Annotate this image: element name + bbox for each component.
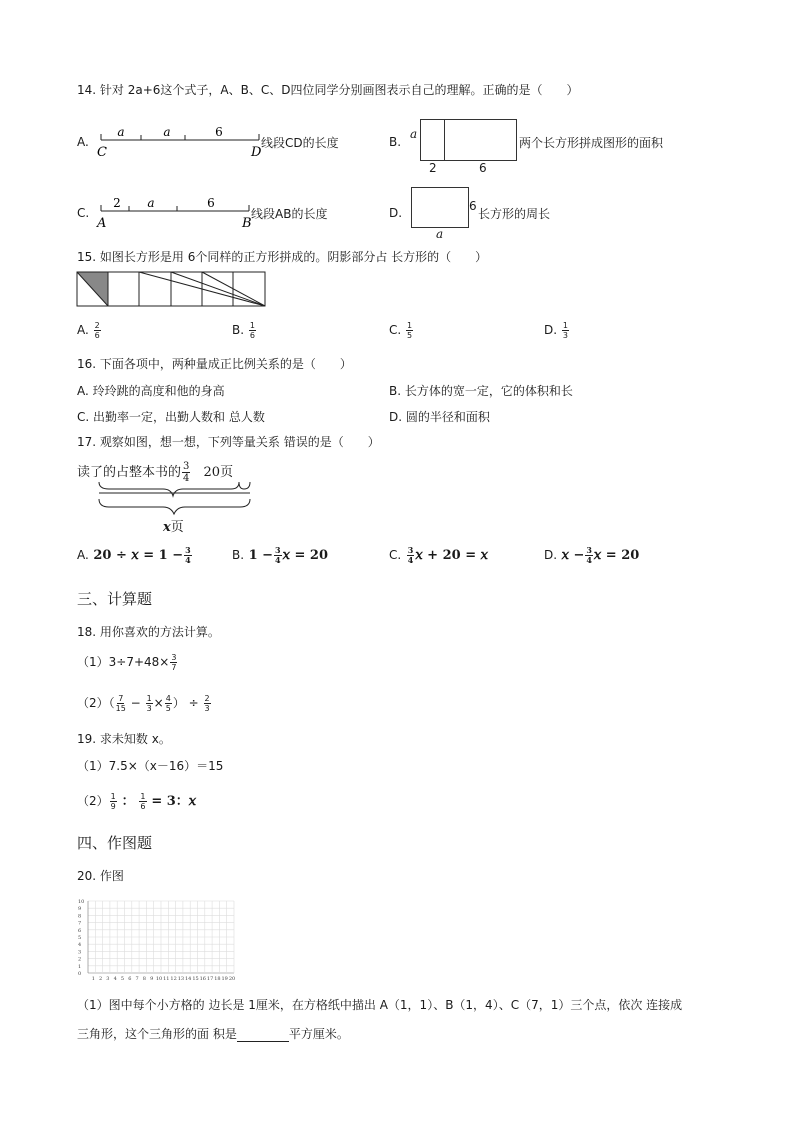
grid-x-tick: 7 [135, 976, 139, 982]
q17-figure-caption: 读了的占整本书的 $\frac{3}{4}$ 20页 [77, 461, 234, 484]
grid-y-tick: 0 [78, 971, 82, 977]
q15-option-c: C. $\frac{1}{5}$ [389, 321, 413, 340]
q15-option-d: D. $\frac{1}{3}$ [544, 321, 568, 340]
q14-d-height-6: 6 [469, 199, 477, 213]
q15-option-a: A. $\frac{2}{6}$ [77, 321, 100, 340]
grid-x-tick: 14 [185, 976, 192, 982]
section-4-heading: 四、作图题 [77, 834, 153, 852]
q14-b-side-a: a [410, 127, 418, 141]
q14-a-seg-a2: a [163, 125, 171, 139]
grid-x-tick: 2 [99, 976, 103, 982]
grid-x-tick: 10 [155, 976, 163, 982]
grid-x-tick: 15 [192, 976, 199, 982]
q17-option-b: B. 1 − $\frac{3}{4}$ 𝑥 = 20 [232, 545, 328, 565]
q19-stem: 19. 求未知数 x。 [77, 732, 171, 746]
q14-c-seg-a: a [147, 196, 155, 210]
grid-x-tick: 3 [106, 976, 110, 982]
grid-y-tick: 6 [78, 927, 82, 934]
grid-x-tick: 17 [206, 976, 214, 982]
q14-option-c-label: C. [77, 206, 90, 220]
q14-a-seg-a1: a [117, 125, 125, 139]
grid-x-tick: 9 [150, 976, 154, 982]
q19-part-2: （2） $\frac{1}{9}$ ： $\frac{1}{6}$ = 3：𝑥 [77, 792, 197, 811]
q16-option-c: C. 出勤率一定，出勤人数和 总人数 [77, 410, 265, 424]
q14-option-d-label: D. [389, 206, 403, 220]
q19-part-1: （1）7.5×（x－16）＝15 [77, 759, 224, 773]
q17-option-d: D. 𝑥 − $\frac{3}{4}$ 𝑥 = 20 [544, 545, 640, 565]
grid-y-tick: 8 [78, 913, 82, 920]
q15-rectangle-figure [77, 272, 269, 308]
grid-y-tick: 2 [78, 956, 82, 963]
grid-x-tick: 1 [91, 976, 95, 982]
grid-y-tick: 9 [78, 906, 82, 913]
q16-option-d: D. 圆的半径和面积 [389, 410, 490, 424]
grid-y-tick: 10 [78, 899, 85, 905]
q14-b-width-6: 6 [479, 161, 487, 175]
q17-stem: 17. 观察如图，想一想，下列等量关系 错误的是（ ） [77, 435, 380, 449]
grid-y-tick: 1 [78, 963, 82, 970]
q14-b-width-2: 2 [429, 161, 437, 175]
grid-x-tick: 5 [120, 976, 125, 982]
q14-stem: 14. 针对 2a+6这个式子，A、B、C、D四位同学分别画图表示自己的理解。正确的是（ ） [77, 83, 579, 97]
q14-c-seg-6: 6 [207, 196, 215, 210]
grid-x-tick: 18 [214, 976, 221, 982]
q14-c-desc: 线段AB的长度 [251, 207, 328, 221]
q14-b-rectangle [420, 119, 517, 161]
grid-x-tick: 13 [177, 976, 185, 982]
q17-option-c: C. $\frac{3}{4}$ 𝑥 + 20 = 𝑥 [389, 545, 488, 565]
q14-a-segment-figure [97, 124, 267, 160]
q20-answer-blank[interactable] [237, 1029, 289, 1042]
q14-d-width-a: a [436, 227, 444, 241]
q18-part-2: （2）（ $\frac{7}{15}$ − $\frac{1}{3}$ × $\frac{4}{5}$ ） ÷ $\frac{2}{3}$ [77, 694, 210, 713]
grid-x-tick: 12 [170, 976, 177, 982]
section-3-heading: 三、计算题 [77, 590, 153, 608]
q20-part-1-line-2: 三角形，这个三角形的面 积是 平方厘米。 [77, 1027, 349, 1041]
q17-option-a: A. 20 ÷ 𝑥 = 1 − $\frac{3}{4}$ [77, 545, 191, 565]
grid-y-tick: 3 [78, 949, 82, 956]
q15-option-b: B. $\frac{1}{6}$ [232, 321, 255, 340]
q20-part-1-line-1: （1）图中每个小方格的 边长是 1厘米，在方格纸中描出 A（1，1）、B（1，4）、C（7，1）三个点，依次 连接成 [77, 998, 683, 1012]
q14-a-desc: 线段CD的长度 [261, 136, 339, 150]
q14-c-point-a: A [97, 216, 107, 231]
q20-stem: 20. 作图 [77, 869, 124, 883]
q16-option-a: A. 玲玲跳的高度和他的身高 [77, 384, 225, 398]
q14-b-desc: 两个长方形拼成图形的面积 [519, 136, 664, 150]
q17-braces-figure [97, 480, 257, 520]
q14-d-rectangle [411, 187, 469, 228]
q14-c-seg-2: 2 [113, 196, 121, 210]
q14-d-desc: 长方形的周长 [478, 207, 551, 221]
q18-part-1: （1）3÷7+48× $\frac{3}{7}$ [77, 653, 177, 672]
q14-a-point-d: D [251, 145, 262, 160]
q18-stem: 18. 用你喜欢的方法计算。 [77, 625, 220, 639]
grid-x-tick: 11 [163, 976, 170, 982]
grid-y-tick: 7 [78, 920, 82, 927]
grid-x-tick: 6 [128, 976, 132, 982]
grid-x-tick: 19 [221, 976, 228, 982]
q14-a-seg-6: 6 [215, 125, 223, 139]
q14-c-point-b: B [242, 216, 252, 231]
q14-a-point-c: C [97, 145, 107, 160]
q14-option-b-label: B. [389, 135, 402, 149]
grid-x-tick: 16 [199, 976, 206, 982]
q14-option-a-label: A. [77, 135, 89, 149]
q17-figure-x-label: x页 [163, 520, 184, 535]
q14-c-segment-figure [97, 195, 257, 231]
q20-grid-paper[interactable] [74, 895, 244, 985]
grid-y-tick: 4 [78, 942, 82, 949]
grid-x-tick: 8 [142, 976, 146, 982]
q16-stem: 16. 下面各项中，两种量成正比例关系的是（ ） [77, 357, 352, 371]
q14-b-divider [444, 119, 445, 160]
grid-x-tick: 20 [228, 976, 236, 982]
q16-option-b: B. 长方体的宽一定，它的体积和长 [389, 384, 573, 398]
q15-stem: 15. 如图长方形是用 6个同样的正方形拼成的。阴影部分占 长方形的（ ） [77, 250, 488, 264]
grid-x-tick: 4 [113, 976, 117, 982]
grid-y-tick: 5 [78, 935, 82, 941]
